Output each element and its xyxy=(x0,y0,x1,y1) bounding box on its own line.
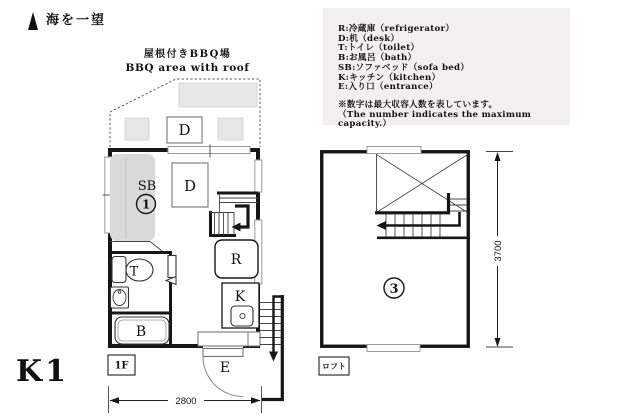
loft-outer-wall xyxy=(322,152,469,347)
capacity-1f: 1 xyxy=(141,197,151,212)
exterior-stairs xyxy=(260,295,282,400)
entrance-counter xyxy=(198,332,260,346)
ocean-view-label: 海を一望 xyxy=(46,13,107,28)
sofa-bed-label: SB xyxy=(137,179,157,194)
stair-arrow-icon xyxy=(232,223,241,232)
bbq-grill-table xyxy=(179,83,257,107)
legend-item: R:冷蔵庫（refrigerator） xyxy=(338,24,455,34)
interior-stairs xyxy=(209,193,258,237)
refrigerator-label: R xyxy=(230,252,242,268)
loft-window-bottom xyxy=(367,345,420,352)
legend-item: E:入り口（entrance） xyxy=(338,82,438,93)
dimension-2800: 2800 xyxy=(175,396,197,407)
desk-label: D xyxy=(183,177,197,195)
stairs-down-line xyxy=(274,297,282,353)
loft-window-top xyxy=(367,147,421,154)
legend-item: T:トイレ（toilet） xyxy=(338,43,420,54)
loft-stair-arrow-icon xyxy=(377,221,387,230)
entrance-door xyxy=(203,349,243,397)
dimension-height xyxy=(486,152,513,348)
entrance-label: E xyxy=(219,360,231,376)
legend-note-en: （The number indicates the maximum capacity.） xyxy=(338,109,532,130)
bbq-bench-right xyxy=(218,118,243,140)
bath-label: B xyxy=(135,324,147,340)
legend-item: K:キッチン（kitchen） xyxy=(338,72,441,83)
toilet-tank xyxy=(112,257,126,283)
kitchen-label: K xyxy=(234,289,246,305)
window-right-upper xyxy=(255,160,262,192)
kitchen xyxy=(222,283,259,328)
stair-direction-line xyxy=(235,206,248,227)
floor1-tag: 1F xyxy=(114,360,129,372)
legend-item: SB:ソファベッド（sofa bed） xyxy=(338,62,470,73)
loft-tag: ロフト xyxy=(322,361,346,371)
stairs-down-arrow-icon xyxy=(269,352,278,362)
window-top xyxy=(168,147,250,154)
bathroom-door-leaf xyxy=(168,256,176,278)
kitchen-sink xyxy=(231,306,253,326)
legend-note-ja: ※数字は最大収容人数を表しています。 xyxy=(338,99,498,110)
legend-item: D:机（desk） xyxy=(338,33,400,44)
sofa-bed xyxy=(110,154,165,253)
loft-plan xyxy=(319,147,468,376)
bbq-caption-en: BBQ area with roof xyxy=(125,62,250,74)
bbq-desk-label: D xyxy=(178,121,191,139)
legend-item: B:お風呂（bath） xyxy=(338,53,417,64)
floor1-plan xyxy=(103,145,262,397)
toilet-label: T xyxy=(129,264,139,280)
dimension-3700: 3700 xyxy=(493,240,504,262)
dimension-width xyxy=(109,386,262,413)
stair-void xyxy=(375,154,468,213)
bathroom xyxy=(108,251,176,347)
bbq-caption-ja: 屋根付きBBQ場 xyxy=(143,49,232,60)
bbq-terrace xyxy=(110,79,260,147)
loft-stairs xyxy=(377,199,467,238)
plan-title: K1 xyxy=(16,354,69,389)
capacity-loft: 3 xyxy=(389,282,399,297)
entrance-door-leaf xyxy=(203,349,243,357)
bbq-bench-left xyxy=(125,118,149,140)
